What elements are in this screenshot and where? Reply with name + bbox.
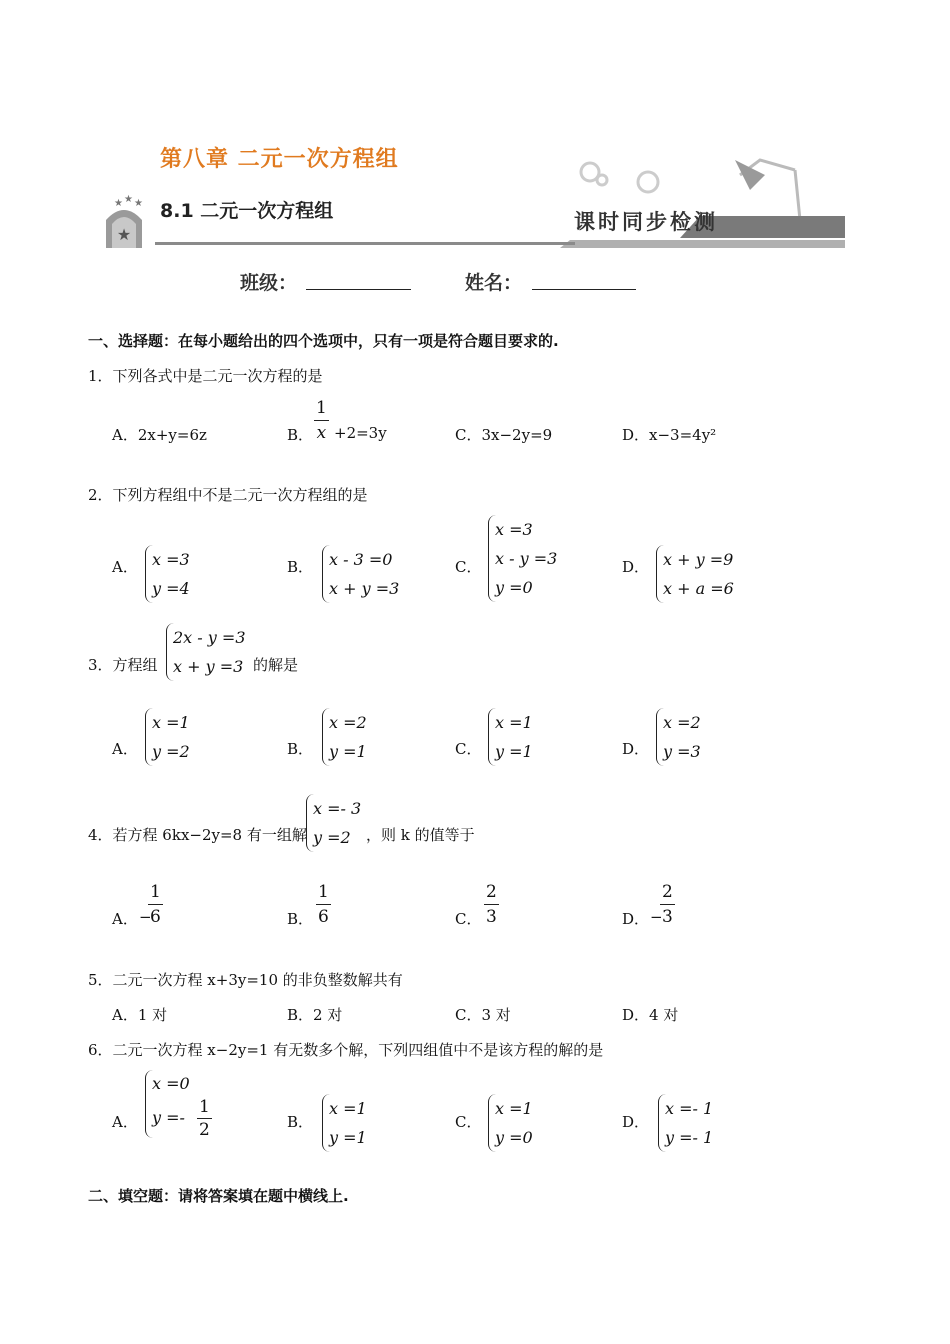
q3-option-a-label[interactable]: A． [112,740,138,758]
equation-line: y =- 1 [665,1128,714,1147]
q4-option-d-label[interactable]: D． [622,910,650,928]
q5-option-d[interactable]: D．4 对 [622,1006,679,1024]
equation-line: y =0 [495,578,533,597]
q6-option-d-system [658,1094,713,1152]
q3-option-d-label[interactable]: D． [622,740,650,758]
equation-line: x + y =3 [329,579,400,598]
q6-stem: 6．二元一次方程 x−2y=1 有无数多个解，下列四组值中不是该方程的解的是 [88,1041,604,1059]
q5-option-b[interactable]: B．2 对 [287,1006,343,1024]
class-label: 班级： [240,272,298,294]
fraction-denominator: 3 [486,907,497,927]
q5-option-c[interactable]: C．3 对 [455,1006,511,1024]
q3-system [166,623,246,681]
q4-option-a-sign: − [139,908,152,926]
fraction-numerator: 1 [316,880,331,905]
q1-option-b-rest: +2=3y [334,424,387,442]
equation-line: x - y =3 [495,549,558,568]
q4-option-a-fraction [148,880,163,929]
name-label: 姓名： [465,272,523,294]
equation-line [152,1097,210,1140]
q3-option-b-system [322,708,367,766]
equation-line: x =1 [152,713,190,732]
q6-option-b-system [322,1094,367,1152]
fraction-numerator: 1 [148,880,163,905]
equation-line: x =3 [152,550,190,569]
equation-line: x =1 [329,1099,367,1118]
q1-stem: 1．下列各式中是二元一次方程的是 [88,367,323,385]
equation-line: y =2 [313,828,351,847]
name-blank[interactable] [532,289,636,290]
divider [155,242,575,245]
equation-line: 2x - y =3 [173,628,246,647]
q2-option-c-system [488,515,557,602]
svg-text:★: ★ [124,194,133,205]
equation-line: y =1 [495,742,533,761]
q3-stem-suffix: 的解是 [253,656,299,674]
fraction-numerator: 1 [199,1097,210,1117]
sync-check-label: 课时同步检测 [574,210,718,234]
fraction-denominator: x [316,423,327,443]
q2-option-a-system [145,545,190,603]
q2-option-c-label[interactable]: C． [455,558,482,576]
equation-line: x =2 [663,713,701,732]
q6-option-b-label[interactable]: B． [287,1113,314,1131]
fraction-denominator: 2 [199,1120,210,1140]
equation-line: x =- 1 [665,1099,714,1118]
equation-line: x =0 [152,1074,190,1093]
svg-text:★: ★ [114,198,123,209]
q4-option-c-fraction [484,880,499,929]
fraction-numerator: 1 [314,396,329,421]
q1-option-c[interactable]: C．3x−2y=9 [455,426,553,444]
equation-line: y =2 [152,742,190,761]
q6-option-c-system [488,1094,533,1152]
equation-line: x + a =6 [663,579,734,598]
q4-option-a-label[interactable]: A． [112,910,138,928]
fraction-denominator: 6 [150,907,161,927]
q3-option-c-label[interactable]: C． [455,740,482,758]
equation-line: y =1 [329,1128,367,1147]
fraction-numerator: 2 [484,880,499,905]
class-blank[interactable] [306,289,411,290]
section-title: 8.1 二元一次方程组 [160,200,334,222]
equation-line: y =0 [495,1128,533,1147]
q3-option-c-system [488,708,533,766]
equation-line: x =1 [495,713,533,732]
q4-option-d-fraction [660,880,675,929]
q6-option-a-system [145,1070,210,1140]
q5-stem: 5．二元一次方程 x+3y=10 的非负整数解共有 [88,971,403,989]
equation-line: x =1 [495,1099,533,1118]
equation-line: x + y =3 [173,657,244,676]
q4-option-d-sign: − [650,908,663,926]
equation-line: y =4 [152,579,190,598]
fraction-numerator: 2 [660,880,675,905]
equation-line: x =3 [495,520,533,539]
equation-line: y =1 [329,742,367,761]
q6-option-d-label[interactable]: D． [622,1113,650,1131]
svg-text:★: ★ [116,225,132,244]
lamp-head-icon [735,160,765,190]
q2-option-b-system [322,545,399,603]
q3-option-b-label[interactable]: B． [287,740,314,758]
fraction-denominator: 6 [318,907,329,927]
part1-title: 一、选择题：在每小题给出的四个选项中，只有一项是符合题目要求的. [88,332,559,350]
q1-option-a[interactable]: A．2x+y=6z [112,426,207,444]
q4-option-c-label[interactable]: C． [455,910,482,928]
q4-option-b-label[interactable]: B． [287,910,314,928]
equation-line: y =3 [663,742,701,761]
q5-option-a[interactable]: A．1 对 [112,1006,168,1024]
q2-option-d-system [656,545,734,603]
q1-option-b-fraction [314,396,329,445]
part2-title: 二、填空题：请将答案填在题中横线上. [88,1187,349,1205]
q3-stem-prefix: 3．方程组 [88,656,158,674]
q4-option-b-fraction [316,880,331,929]
q6-option-a-fraction [197,1096,212,1141]
q4-system [306,794,361,852]
q2-option-a-label[interactable]: A． [112,558,138,576]
star-badge-icon [106,194,143,248]
equation-line: x + y =9 [663,550,734,569]
q3-option-a-system [145,708,190,766]
chapter-title: 第八章 二元一次方程组 [160,147,399,172]
q1-option-d[interactable]: D．x−3=4y² [622,426,717,444]
q6-option-c-label[interactable]: C． [455,1113,482,1131]
equation-line: x =- 3 [313,799,362,818]
q1-option-b-label[interactable]: B． [287,426,314,444]
equation-line: x - 3 =0 [329,550,393,569]
q2-option-b-label[interactable]: B． [287,558,314,576]
q2-option-d-label[interactable]: D． [622,558,650,576]
q4-stem-suffix: ，则 k 的值等于 [366,826,475,844]
equation-left: y =- [152,1108,185,1127]
equation-line: x =2 [329,713,367,732]
fraction-denominator: 3 [662,907,673,927]
q2-stem: 2．下列方程组中不是二元一次方程组的是 [88,486,368,504]
svg-text:★: ★ [134,198,143,209]
q3-option-d-system [656,708,701,766]
q4-stem-prefix: 4．若方程 6kx−2y=8 有一组解 [88,826,307,844]
q6-option-a-label[interactable]: A． [112,1113,138,1131]
